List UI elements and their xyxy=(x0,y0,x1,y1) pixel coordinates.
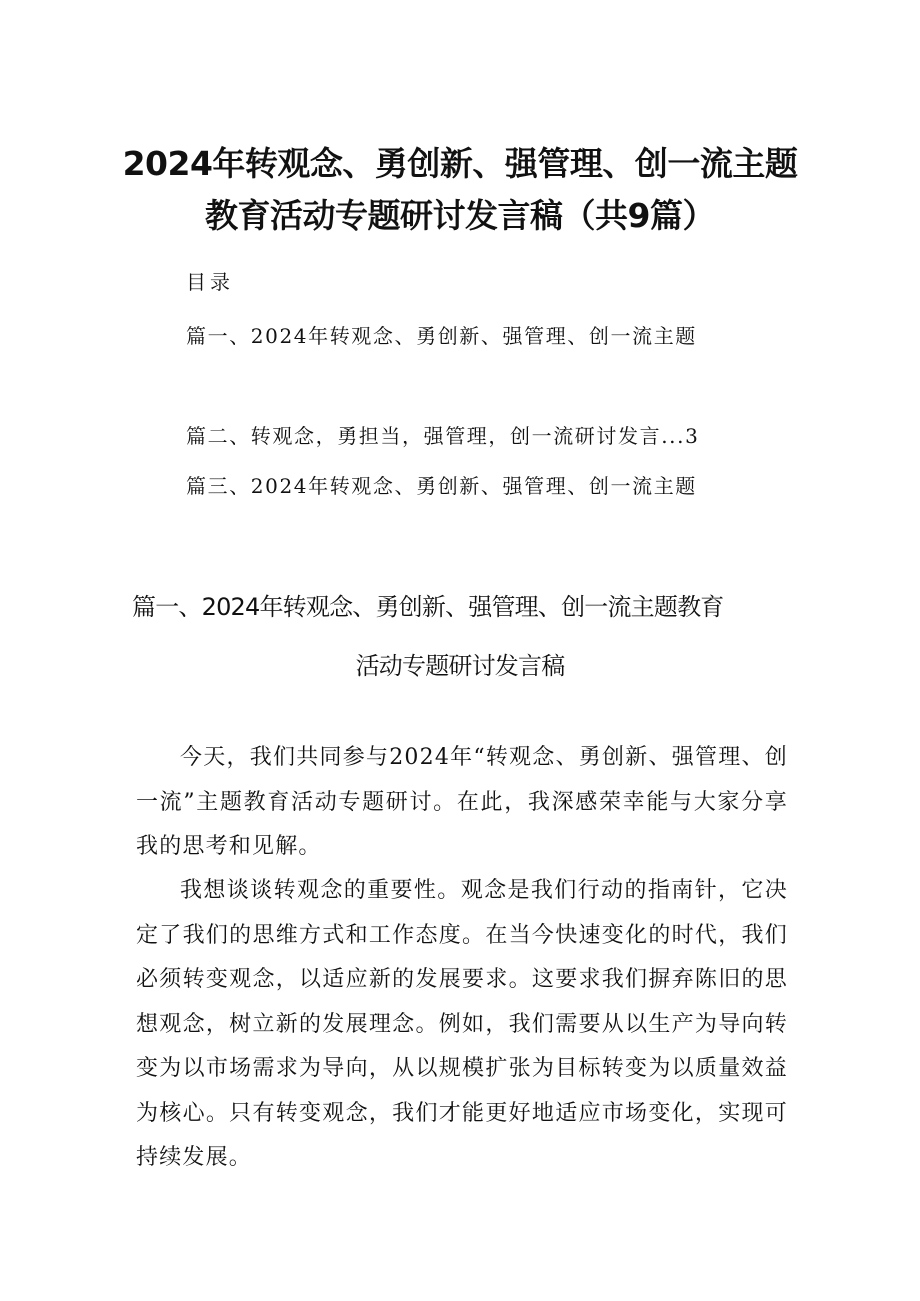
toc-item-3[interactable]: 篇三、2024年转观念、勇创新、强管理、创一流主题 xyxy=(186,474,697,498)
section-title-line-1: 篇一、2024年转观念、勇创新、强管理、创一流主题教育 xyxy=(132,593,724,621)
toc-heading: 目录 xyxy=(186,270,234,294)
body-paragraph-1: 今天，我们共同参与2024年“转观念、勇创新、强管理、创一流”主题教育活动专题研讨。在此，我深感荣幸能与大家分享我的思考和见解。 xyxy=(136,745,788,859)
body-paragraph-1-container xyxy=(136,736,788,870)
body-paragraph-2-container xyxy=(136,869,788,1181)
toc-item-1[interactable]: 篇一、2024年转观念、勇创新、强管理、创一流主题 xyxy=(186,324,697,348)
document-title-line-1: 2024年转观念、勇创新、强管理、创一流主题 xyxy=(122,144,798,183)
document-title-line-2: 教育活动专题研讨发言稿（共9篇） xyxy=(205,196,715,235)
body-paragraph-2: 我想谈谈转观念的重要性。观念是我们行动的指南针，它决定了我们的思维方式和工作态度。在当今快速变化的时代，我们必须转变观念，以适应新的发展要求。这要求我们摒弃陈旧的思想观念，树立新的发展理念。例如，我们需要从以生产为导向转变为以市场需求为导向，从以规模扩张为目标转变为以质量效益为核心。只有转变观念，我们才能更好地适应市场变化，实现可持续发展。 xyxy=(136,878,788,1170)
section-title-line-2: 活动专题研讨发言稿 xyxy=(355,652,565,680)
toc-item-2[interactable]: 篇二、转观念，勇担当，强管理，创一流研讨发言...3 xyxy=(186,424,700,448)
